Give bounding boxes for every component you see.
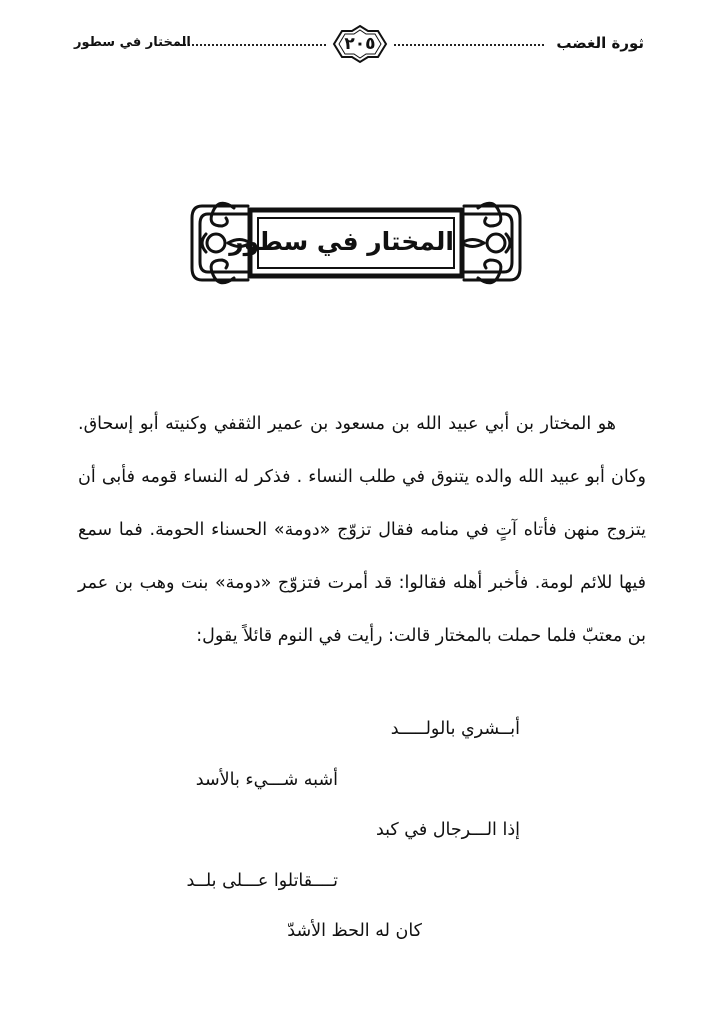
page-number-badge <box>332 24 388 64</box>
body-text <box>78 398 646 663</box>
poem-line: أبــشري بالولـــــد <box>390 719 520 739</box>
poem-line: أشبه شـــيء بالأسد <box>195 770 338 790</box>
poem-line: كان له الحظ الأشدّ <box>287 921 422 941</box>
chapter-running-title: المختار في سطور <box>74 35 191 50</box>
poem-line: تــــقاتلوا عـــلى بلــد <box>186 871 338 891</box>
header-dotted-leader-right <box>394 44 544 46</box>
book-title: ثورة الغضب <box>556 34 644 52</box>
page-number: ٢٠٥ <box>344 34 376 54</box>
biography-paragraph: هو المختار بن أبي عبيد الله بن مسعود بن عمير الثقفي وكنيته أبو إسحاق. وكان أبو عبيد الله والده يتنوق في طلب النساء . فذكر له النساء قومه فأبى أن يتزوج منهن فأتاه آتٍ في منامه فقال تزوّج «دومة» الحسناء الحومة. فما سمع فيها للائم لومة. فأخبر أهله فقالوا: قد أمرت فتزوّج «دومة» بنت وهب بن عمر بن معتبّ فلما حملت بالمختار قالت: رأيت في النوم قائلاً يقول: <box>78 414 646 646</box>
header-dotted-leader-left <box>176 44 326 46</box>
section-title: المختار في سطور <box>229 227 454 256</box>
poem-line: إذا الـــرجال في كبد <box>375 820 520 840</box>
section-title-cartouche <box>188 196 524 290</box>
running-header <box>74 30 644 60</box>
